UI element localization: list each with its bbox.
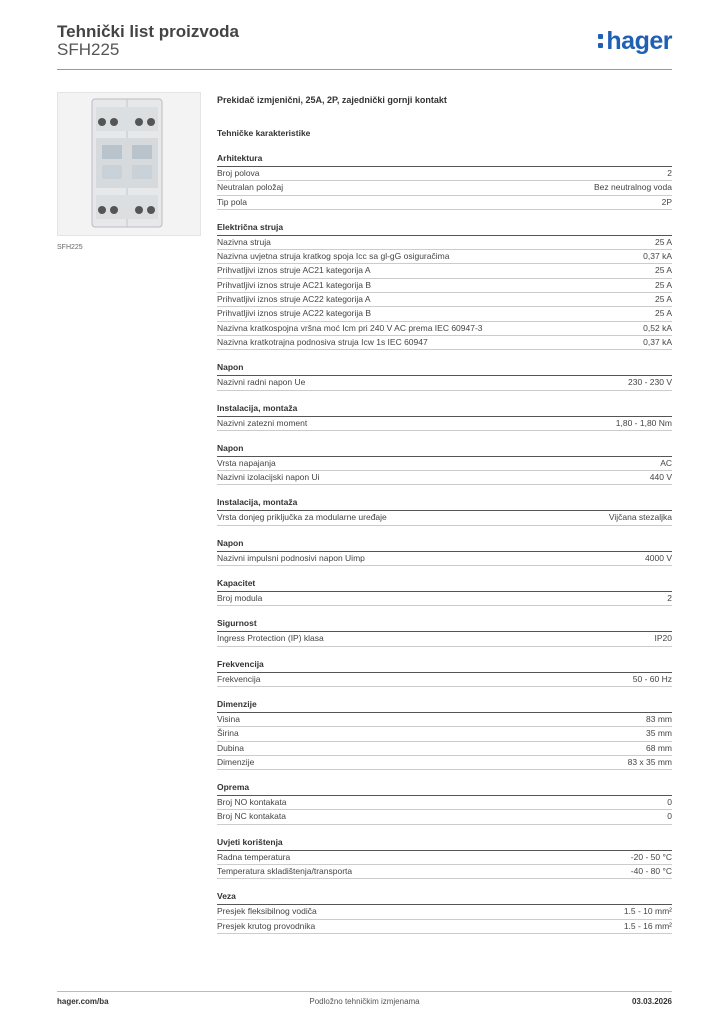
footer-date: 03.03.2026 — [631, 997, 672, 1006]
spec-value: 0,37 kA — [643, 336, 672, 347]
spec-row — [217, 457, 672, 471]
hager-logo — [598, 27, 672, 56]
spec-row — [217, 742, 672, 756]
footer-notice: Podložno tehničkim izmjenama — [309, 997, 420, 1006]
spec-section — [217, 403, 672, 431]
spec-label: Tip pola — [217, 196, 247, 207]
spec-value: 2 — [667, 168, 672, 178]
spec-label: Ingress Protection (IP) klasa — [217, 633, 324, 644]
spec-value: 25 A — [654, 236, 672, 247]
spec-label: Širina — [217, 728, 239, 739]
spec-label: Prihvatljivi iznos struje AC22 kategorija B — [217, 308, 372, 319]
spec-label: Nazivni radni napon Ue — [217, 377, 306, 388]
spec-value: 0,37 kA — [643, 251, 672, 262]
spec-label: Temperatura skladištenja/transporta — [217, 866, 353, 877]
spec-row — [217, 307, 672, 321]
spec-label: Broj modula — [217, 593, 263, 604]
section-title: Uvjeti korištenja — [217, 837, 672, 851]
spec-sections — [217, 153, 672, 934]
spec-label: Radna temperatura — [217, 851, 291, 862]
product-code: SFH225 — [57, 40, 120, 59]
spec-row — [217, 920, 672, 934]
spec-value: 440 V — [649, 472, 672, 483]
section-title: Napon — [217, 538, 672, 552]
section-title: Arhitektura — [217, 153, 672, 167]
spec-value: 50 - 60 Hz — [632, 673, 672, 684]
section-title: Sigurnost — [217, 618, 672, 632]
spec-row — [217, 796, 672, 810]
spec-section — [217, 699, 672, 770]
spec-value: 83 mm — [646, 713, 672, 724]
footer-website: hager.com/ba — [57, 997, 109, 1006]
section-title: Instalacija, montaža — [217, 403, 672, 417]
spec-value: Bez neutralnog voda — [594, 182, 672, 193]
spec-label: Vrsta napajanja — [217, 457, 276, 468]
spec-label: Frekvencija — [217, 673, 261, 684]
spec-value: 1.5 - 16 mm² — [623, 920, 672, 931]
spec-value: 68 mm — [646, 742, 672, 753]
spec-section — [217, 659, 672, 687]
spec-value: -40 - 80 °C — [630, 866, 672, 877]
section-title: Električna struja — [217, 222, 672, 236]
spec-section — [217, 538, 672, 566]
spec-section — [217, 782, 672, 825]
spec-label: Prihvatljivi iznos struje AC21 kategorija B — [217, 279, 372, 290]
spec-value: 25 A — [654, 279, 672, 290]
spec-row — [217, 322, 672, 336]
spec-label: Vrsta donjeg priključka za modularne uređaje — [217, 512, 387, 523]
spec-row — [217, 713, 672, 727]
spec-row — [217, 336, 672, 350]
spec-section — [217, 891, 672, 934]
spec-content — [217, 95, 672, 946]
spec-label: Nazivna struja — [217, 236, 271, 247]
spec-row — [217, 552, 672, 566]
section-title: Dimenzije — [217, 699, 672, 713]
spec-label: Nazivni zatezni moment — [217, 417, 308, 428]
spec-row — [217, 471, 672, 485]
spec-value: AC — [660, 457, 672, 468]
spec-label: Broj polova — [217, 168, 260, 178]
spec-row — [217, 865, 672, 879]
spec-label: Broj NO kontakata — [217, 797, 287, 808]
spec-section — [217, 153, 672, 210]
spec-row — [217, 376, 672, 390]
spec-label: Dimenzije — [217, 756, 255, 767]
spec-row — [217, 756, 672, 770]
spec-row — [217, 293, 672, 307]
spec-label: Broj NC kontakata — [217, 811, 286, 822]
spec-row — [217, 632, 672, 646]
spec-value: 0,52 kA — [643, 322, 672, 333]
spec-value: 2P — [661, 196, 672, 207]
spec-label: Prihvatljivi iznos struje AC21 kategorija A — [217, 265, 371, 276]
spec-row — [217, 905, 672, 919]
logo-dots-icon — [598, 30, 605, 50]
product-image-caption: SFH225 — [57, 244, 83, 251]
spec-row — [217, 250, 672, 264]
spec-value: IP20 — [654, 633, 672, 644]
document-title: Tehnički list proizvoda — [57, 22, 239, 41]
spec-row — [217, 810, 672, 824]
section-title: Napon — [217, 362, 672, 376]
spec-section — [217, 362, 672, 390]
spec-section — [217, 578, 672, 606]
spec-value: Vijčana stezaljka — [608, 512, 672, 523]
section-title: Kapacitet — [217, 578, 672, 592]
header-divider — [57, 69, 672, 70]
spec-row — [217, 592, 672, 606]
spec-label: Visina — [217, 713, 240, 724]
product-image — [57, 92, 201, 236]
section-title: Oprema — [217, 782, 672, 796]
spec-row — [217, 417, 672, 431]
spec-row — [217, 181, 672, 195]
spec-value: 25 A — [654, 308, 672, 319]
spec-row — [217, 236, 672, 250]
spec-value: 1,80 - 1,80 Nm — [615, 417, 672, 428]
spec-row — [217, 727, 672, 741]
spec-label: Presjek krutog provodnika — [217, 920, 316, 931]
spec-value: 83 x 35 mm — [627, 756, 672, 767]
page-header — [57, 20, 672, 70]
spec-section — [217, 443, 672, 486]
spec-section — [217, 618, 672, 646]
spec-label: Nazivna kratkotrajna podnosiva struja Icw 1s IEC 60947 — [217, 336, 428, 347]
spec-section — [217, 222, 672, 350]
spec-label: Nazivna kratkospojna vršna moć Icm pri 240 V AC prema IEC 60947-3 — [217, 322, 483, 333]
spec-value: 1.5 - 10 mm² — [623, 906, 672, 917]
footer-divider — [57, 991, 672, 992]
spec-row — [217, 167, 672, 181]
spec-row — [217, 673, 672, 687]
spec-value: 0 — [667, 811, 672, 822]
spec-label: Prihvatljivi iznos struje AC22 kategorija A — [217, 294, 371, 305]
spec-row — [217, 279, 672, 293]
logo-text: hager — [606, 27, 672, 55]
spec-value: 2 — [667, 593, 672, 604]
section-title: Instalacija, montaža — [217, 497, 672, 511]
section-title: Frekvencija — [217, 659, 672, 673]
spec-value: -20 - 50 °C — [630, 851, 672, 862]
spec-row — [217, 511, 672, 525]
spec-value: 4000 V — [645, 552, 672, 563]
spec-label: Nazivna uvjetna struja kratkog spoja Icc sa gl-gG osiguračima — [217, 251, 450, 262]
spec-label: Nazivni izolacijski napon Ui — [217, 472, 320, 483]
spec-value: 35 mm — [646, 728, 672, 739]
circuit-switch-icon — [58, 93, 200, 235]
spec-value: 25 A — [654, 294, 672, 305]
spec-label: Dubina — [217, 742, 244, 753]
spec-label: Neutralan položaj — [217, 182, 284, 193]
spec-row — [217, 264, 672, 278]
section-title: Veza — [217, 891, 672, 905]
spec-label: Presjek fleksibilnog vodiča — [217, 906, 317, 917]
spec-row — [217, 196, 672, 210]
technical-characteristics-heading: Tehničke karakteristike — [217, 128, 311, 138]
spec-row — [217, 851, 672, 865]
spec-section — [217, 497, 672, 525]
spec-label: Nazivni impulsni podnosivi napon Uimp — [217, 552, 365, 563]
spec-section — [217, 837, 672, 880]
product-description: Prekidač izmjenični, 25A, 2P, zajednički gornji kontakt — [217, 95, 447, 105]
spec-value: 230 - 230 V — [628, 377, 672, 388]
spec-value: 0 — [667, 797, 672, 808]
section-title: Napon — [217, 443, 672, 457]
spec-value: 25 A — [654, 265, 672, 276]
